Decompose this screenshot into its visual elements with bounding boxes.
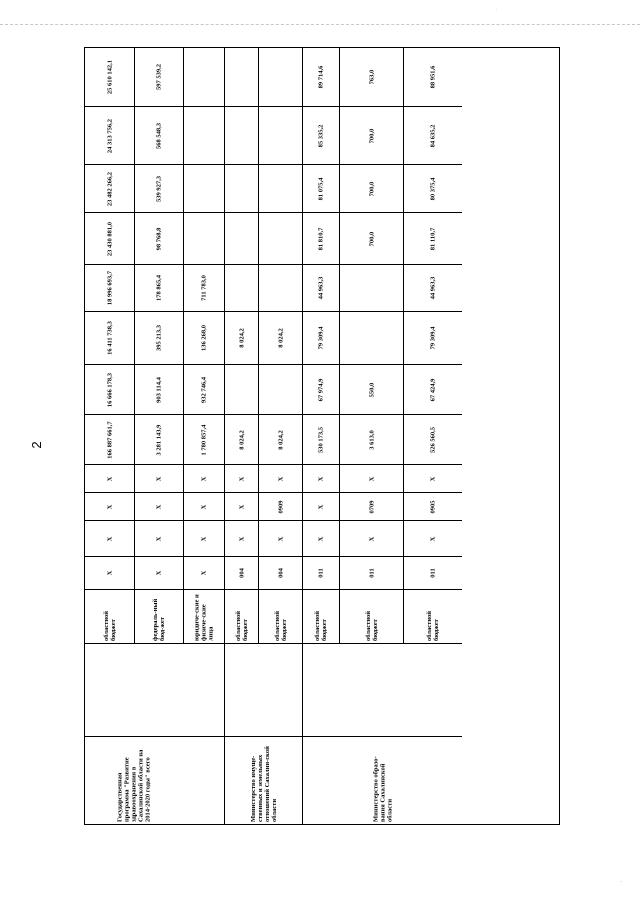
amount-cell bbox=[134, 312, 183, 365]
budget-code-cell bbox=[84, 521, 134, 557]
budget-code-cell bbox=[224, 521, 258, 557]
cell-text: X bbox=[429, 476, 437, 481]
cell-text: X bbox=[200, 504, 208, 509]
amount-cell bbox=[339, 213, 403, 265]
budget-code-cell bbox=[302, 493, 339, 521]
cell-text: X bbox=[277, 536, 284, 541]
cell-text: X bbox=[238, 536, 245, 541]
budget-code-cell bbox=[183, 465, 224, 493]
program-title-cell bbox=[84, 737, 183, 825]
amount-cell bbox=[224, 265, 258, 312]
cell-text: 004 bbox=[277, 568, 284, 578]
cell-text: 8 024,2 bbox=[238, 328, 245, 348]
amount-cell bbox=[224, 47, 258, 107]
amount-cell bbox=[183, 415, 224, 465]
amount-cell bbox=[134, 415, 183, 465]
cell-text: областной бюджет bbox=[273, 610, 288, 641]
budget-table bbox=[84, 47, 560, 825]
scan-speck: · bbox=[620, 878, 623, 886]
budget-code-cell bbox=[339, 557, 403, 590]
amount-cell bbox=[403, 165, 462, 213]
cell-text: 700,0 bbox=[368, 128, 375, 143]
amount-cell bbox=[224, 312, 258, 365]
cell-text: 16 411 738,3 bbox=[106, 321, 113, 355]
cell-text: 81 810,7 bbox=[317, 227, 325, 250]
amount-cell bbox=[403, 365, 462, 415]
program-title-cell bbox=[302, 737, 462, 825]
cell-text: 16 666 178,3 bbox=[106, 372, 113, 407]
budget-code-cell bbox=[84, 493, 134, 521]
cell-text: 44 963,3 bbox=[429, 276, 437, 300]
budget-code-cell bbox=[258, 465, 302, 493]
funding-source-cell bbox=[84, 590, 134, 644]
cell-text: 8 024,2 bbox=[277, 328, 284, 348]
amount-cell bbox=[84, 107, 134, 165]
cell-text: 24 313 756,2 bbox=[106, 118, 113, 153]
cell-text: 79 309,4 bbox=[429, 326, 437, 350]
budget-code-cell bbox=[302, 557, 339, 590]
budget-code-cell bbox=[183, 521, 224, 557]
cell-text: областной бюджет bbox=[102, 610, 117, 641]
amount-cell bbox=[84, 312, 134, 365]
cell-text: X bbox=[317, 504, 325, 509]
page-number: 2 bbox=[29, 441, 44, 449]
funding-source-cell bbox=[258, 590, 302, 644]
cell-text: 79 309,4 bbox=[317, 326, 325, 350]
funding-source-cell bbox=[339, 590, 403, 644]
cell-text: 550,0 bbox=[368, 382, 375, 397]
amount-cell bbox=[302, 365, 339, 415]
cell-text: X bbox=[317, 476, 325, 481]
cell-text: 539 927,3 bbox=[155, 175, 163, 202]
amount-cell bbox=[258, 107, 302, 165]
budget-code-cell bbox=[134, 521, 183, 557]
funding-source-cell bbox=[224, 590, 258, 644]
budget-code-cell bbox=[403, 521, 462, 557]
cell-text: 25 610 142,1 bbox=[106, 59, 113, 94]
amount-cell bbox=[84, 213, 134, 265]
cell-text: X bbox=[155, 536, 163, 541]
budget-code-cell bbox=[183, 493, 224, 521]
cell-text: X bbox=[200, 570, 208, 576]
budget-code-cell bbox=[183, 557, 224, 590]
cell-text: Министерство имуще-ственных и земельных отношений Сахалин-ской области bbox=[249, 745, 278, 822]
cell-text: 530 173,5 bbox=[317, 426, 325, 453]
cell-text: 84 635,2 bbox=[429, 124, 437, 147]
amount-cell bbox=[84, 265, 134, 312]
cell-text: X bbox=[200, 476, 208, 481]
funding-source-cell bbox=[302, 590, 339, 644]
cell-text: 67 974,9 bbox=[317, 378, 325, 401]
amount-cell bbox=[134, 265, 183, 312]
cell-text: 568 548,3 bbox=[155, 122, 163, 149]
cell-text: 3 613,0 bbox=[368, 429, 375, 450]
cell-text: X bbox=[368, 476, 375, 481]
scan-speck: · bbox=[495, 6, 498, 14]
amount-cell bbox=[258, 213, 302, 265]
cell-text: 0905 bbox=[429, 500, 437, 513]
cell-text: 004 bbox=[238, 568, 245, 578]
cell-text: 23 430 881,0 bbox=[106, 221, 113, 256]
amount-cell bbox=[258, 365, 302, 415]
cell-text: X bbox=[200, 536, 208, 541]
cell-text: 18 996 693,7 bbox=[106, 270, 113, 306]
amount-cell bbox=[183, 47, 224, 107]
cell-text: 85 335,2 bbox=[317, 124, 325, 147]
cell-text: 011 bbox=[368, 568, 375, 578]
amount-cell bbox=[339, 165, 403, 213]
budget-code-cell bbox=[134, 557, 183, 590]
amount-cell bbox=[302, 165, 339, 213]
budget-code-cell bbox=[403, 493, 462, 521]
cell-text: 711 783,0 bbox=[200, 275, 208, 301]
cell-text: 011 bbox=[317, 568, 325, 578]
amount-cell bbox=[183, 107, 224, 165]
cell-text: 395 213,3 bbox=[155, 325, 163, 351]
amount-cell bbox=[84, 365, 134, 415]
cell-text: областной бюджет bbox=[234, 610, 249, 641]
amount-cell bbox=[84, 47, 134, 107]
amount-cell bbox=[339, 47, 403, 107]
amount-cell bbox=[134, 107, 183, 165]
amount-cell bbox=[224, 415, 258, 465]
amount-cell bbox=[258, 47, 302, 107]
cell-text: 011 bbox=[429, 568, 437, 578]
budget-code-cell bbox=[134, 493, 183, 521]
cell-text: 597 539,2 bbox=[155, 63, 163, 90]
budget-code-cell bbox=[258, 493, 302, 521]
amount-cell bbox=[403, 107, 462, 165]
cell-text: 8 024,2 bbox=[277, 429, 284, 450]
cell-text: X bbox=[155, 504, 163, 509]
amount-cell bbox=[183, 213, 224, 265]
cell-text: 8 024,2 bbox=[238, 429, 245, 450]
cell-text: 1 780 857,4 bbox=[200, 424, 208, 455]
budget-code-cell bbox=[403, 465, 462, 493]
amount-cell bbox=[339, 312, 403, 365]
amount-cell bbox=[224, 107, 258, 165]
amount-cell bbox=[258, 415, 302, 465]
cell-text: X bbox=[155, 570, 163, 576]
amount-cell bbox=[302, 312, 339, 365]
cell-text: областной бюджет bbox=[314, 610, 328, 641]
cell-text: X bbox=[106, 570, 113, 576]
amount-cell bbox=[84, 165, 134, 213]
amount-cell bbox=[302, 415, 339, 465]
budget-code-cell bbox=[84, 465, 134, 493]
amount-cell bbox=[339, 415, 403, 465]
funding-source-cell bbox=[183, 590, 224, 644]
amount-cell bbox=[302, 107, 339, 165]
amount-cell bbox=[224, 213, 258, 265]
cell-text: 44 963,3 bbox=[317, 276, 325, 300]
cell-text: юридиче-ские и физиче-ские лица bbox=[193, 593, 215, 641]
program-title-cell bbox=[224, 737, 302, 825]
amount-cell bbox=[183, 165, 224, 213]
cell-text: X bbox=[238, 476, 245, 481]
amount-cell bbox=[339, 365, 403, 415]
budget-code-cell bbox=[302, 521, 339, 557]
amount-cell bbox=[183, 312, 224, 365]
amount-cell bbox=[183, 265, 224, 312]
cell-text: 700,0 bbox=[368, 181, 375, 196]
cell-text: X bbox=[429, 536, 437, 541]
amount-cell bbox=[302, 265, 339, 312]
budget-code-cell bbox=[84, 557, 134, 590]
cell-text: 81 110,7 bbox=[429, 227, 437, 250]
cell-text: 166 887 661,7 bbox=[106, 420, 113, 459]
cell-text: X bbox=[277, 476, 284, 481]
budget-code-cell bbox=[224, 557, 258, 590]
amount-cell bbox=[339, 265, 403, 312]
cell-text: X bbox=[317, 536, 325, 541]
responsible-cell bbox=[302, 644, 462, 737]
cell-text: 700,0 bbox=[368, 231, 375, 246]
cell-text: 67 424,9 bbox=[429, 378, 437, 401]
cell-text: 932 746,4 bbox=[200, 376, 208, 403]
cell-text: областной бюджет bbox=[426, 610, 440, 641]
cell-text: 80 375,4 bbox=[429, 177, 437, 200]
amount-cell bbox=[183, 365, 224, 415]
responsible-cell bbox=[224, 644, 302, 737]
cell-text: Государственная программа "Развитие здравоохранения в Сахалинской области на 2014-2020 годы" всего bbox=[116, 749, 152, 822]
budget-code-cell bbox=[339, 493, 403, 521]
cell-text: 526 560,5 bbox=[429, 426, 437, 453]
amount-cell bbox=[403, 213, 462, 265]
cell-text: 903 114,4 bbox=[155, 376, 163, 403]
cell-text: 89 714,6 bbox=[317, 65, 325, 88]
cell-text: областной бюджет bbox=[364, 610, 379, 641]
cell-text: X bbox=[106, 504, 113, 509]
amount-cell bbox=[134, 365, 183, 415]
amount-cell bbox=[134, 213, 183, 265]
amount-cell bbox=[302, 213, 339, 265]
amount-cell bbox=[134, 165, 183, 213]
amount-cell bbox=[403, 265, 462, 312]
budget-code-cell bbox=[224, 493, 258, 521]
budget-code-cell bbox=[339, 521, 403, 557]
cell-text: 763,0 bbox=[368, 69, 375, 84]
amount-cell bbox=[84, 415, 134, 465]
budget-code-cell bbox=[224, 465, 258, 493]
amount-cell bbox=[258, 312, 302, 365]
amount-cell bbox=[224, 365, 258, 415]
budget-code-cell bbox=[302, 465, 339, 493]
cell-text: 81 075,4 bbox=[317, 177, 325, 200]
cell-text: X bbox=[238, 504, 245, 509]
cell-text: X bbox=[155, 476, 163, 481]
cell-text: 0709 bbox=[368, 500, 375, 513]
cell-text: федераль-ный бюд-жет bbox=[152, 598, 166, 641]
cell-text: 178 865,4 bbox=[155, 275, 163, 301]
cell-text: 0909 bbox=[277, 500, 284, 513]
budget-code-cell bbox=[339, 465, 403, 493]
funding-source-cell bbox=[403, 590, 462, 644]
scan-top-noise bbox=[0, 24, 640, 25]
budget-code-cell bbox=[258, 521, 302, 557]
cell-text: 136 268,0 bbox=[200, 325, 208, 351]
budget-code-cell bbox=[403, 557, 462, 590]
cell-text: X bbox=[368, 536, 375, 541]
amount-cell bbox=[258, 265, 302, 312]
cell-text: 3 281 143,9 bbox=[155, 424, 163, 455]
amount-cell bbox=[339, 107, 403, 165]
amount-cell bbox=[403, 415, 462, 465]
cell-text: 88 951,6 bbox=[429, 65, 437, 88]
cell-text: Министерство образо-вания Сахалинской области bbox=[372, 755, 393, 822]
amount-cell bbox=[134, 47, 183, 107]
budget-code-cell bbox=[258, 557, 302, 590]
amount-cell bbox=[224, 165, 258, 213]
cell-text: X bbox=[106, 476, 113, 481]
amount-cell bbox=[403, 312, 462, 365]
cell-text: 23 482 266,2 bbox=[106, 171, 113, 206]
cell-text: 98 768,8 bbox=[155, 227, 163, 250]
budget-code-cell bbox=[134, 465, 183, 493]
cell-text: X bbox=[106, 536, 113, 541]
amount-cell bbox=[258, 165, 302, 213]
amount-cell bbox=[302, 47, 339, 107]
amount-cell bbox=[403, 47, 462, 107]
funding-source-cell bbox=[134, 590, 183, 644]
